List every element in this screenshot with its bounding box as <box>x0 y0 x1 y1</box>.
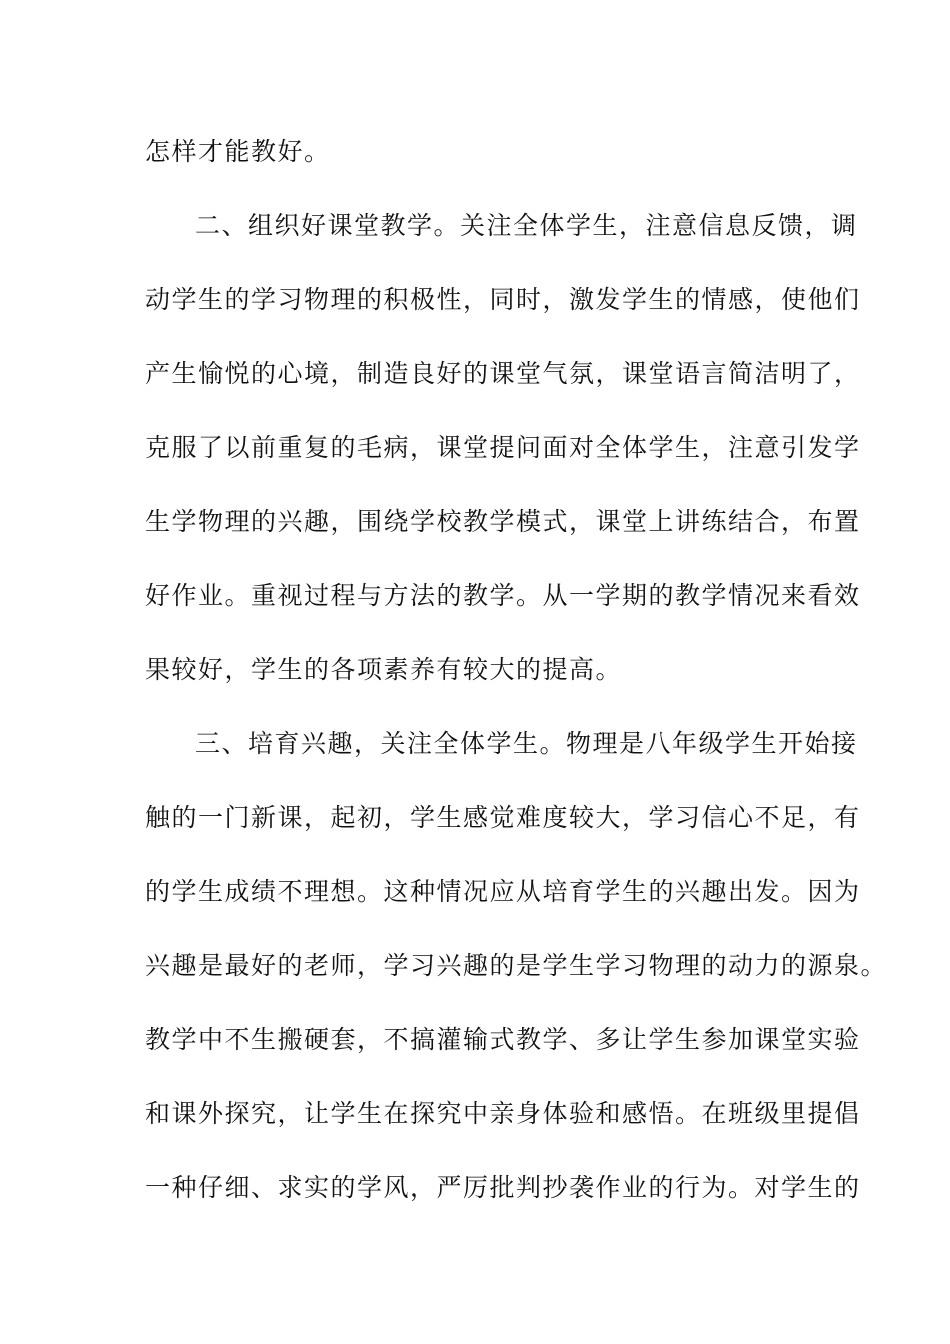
text-line: 动学生的学习物理的积极性，同时，激发学生的情感，使他们 <box>145 285 861 314</box>
text-line: 产生愉悦的心境，制造良好的课堂气氛，课堂语言简洁明了， <box>145 359 861 388</box>
text-line: 和课外探究，让学生在探究中亲身体验和感悟。在班级里提倡 <box>145 1099 861 1128</box>
text-line: 的学生成绩不理想。这种情况应从培育学生的兴趣出发。因为 <box>145 877 861 906</box>
text-line: 教学中不生搬硬套，不搞灌输式教学、多让学生参加课堂实验 <box>145 1025 861 1054</box>
text-line: 果较好，学生的各项素养有较大的提高。 <box>145 655 623 684</box>
text-line: 触的一门新课，起初，学生感觉难度较大，学习信心不足，有 <box>145 803 861 832</box>
text-line: 克服了以前重复的毛病，课堂提问面对全体学生，注意引发学 <box>145 433 861 462</box>
text-line: 一种仔细、求实的学风，严厉批判抄袭作业的行为。对学生的 <box>145 1173 861 1202</box>
paragraph-heading-line: 二、组织好课堂教学。关注全体学生，注意信息反馈，调 <box>195 211 858 240</box>
text-line: 生学物理的兴趣，围绕学校教学模式，课堂上讲练结合，布置 <box>145 507 861 536</box>
text-line: 怎样才能教好。 <box>145 137 331 166</box>
paragraph-heading-line: 三、培育兴趣，关注全体学生。物理是八年级学生开始接 <box>195 729 858 758</box>
text-line: 兴趣是最好的老师，学习兴趣的是学生学习物理的动力的源泉。 <box>145 951 888 980</box>
text-line: 好作业。重视过程与方法的教学。从一学期的教学情况来看效 <box>145 581 861 610</box>
